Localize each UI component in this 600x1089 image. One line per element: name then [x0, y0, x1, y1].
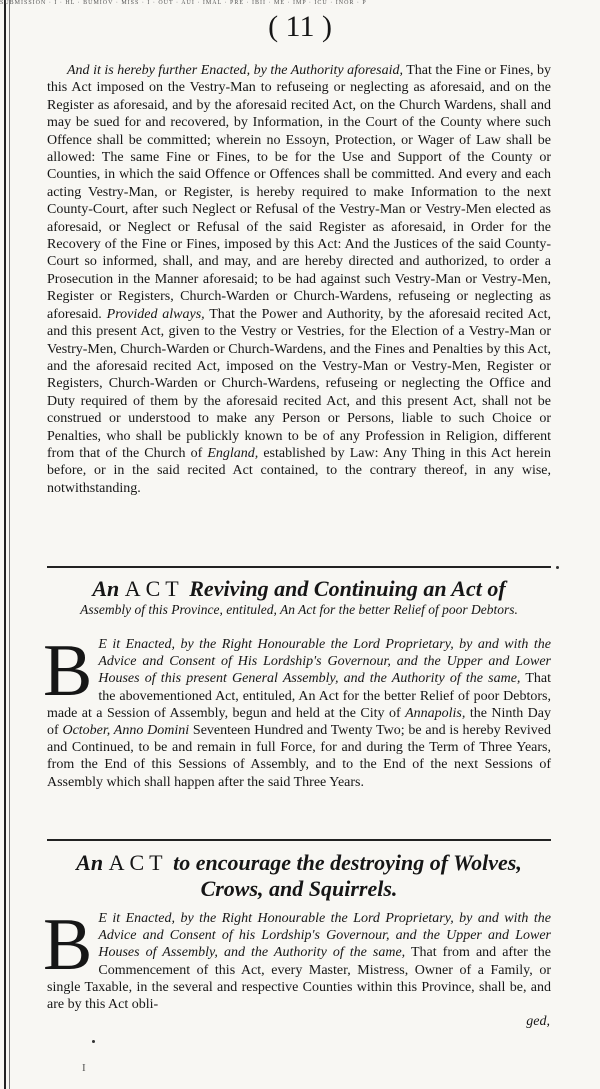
- act1-enacting: E it Enacted, by the Right Honourable the Lord Proprietary, by and with the Advice and Consent of His Lordship's Governour, and the Upper and Lower Houses of this present General Assembly, and the Authority of the same,: [98, 637, 551, 687]
- binding-edge-inner: [9, 0, 10, 1089]
- section-divider: [47, 566, 551, 568]
- lead-italic: And it is hereby further Enacted, by the Authority aforesaid,: [67, 63, 403, 78]
- act-divider: [47, 839, 551, 841]
- ink-speck: [556, 566, 559, 569]
- ink-speck: [92, 1040, 95, 1043]
- act2-enacting: E it Enacted, by the Right Honourable the Lord Proprietary, by and with the Advice and Consent of his Lordship's Governour, and the Upper and Lower Houses of Assembly, and the Authority of the same,: [98, 911, 551, 961]
- act2-title-line1: An ACT to encourage the destroying of Wolves,: [76, 850, 522, 875]
- signature-mark: I: [82, 1062, 86, 1074]
- closing-body: established by Law: Any Thing in this Act herein before, or in the said recited Act contained, to the contrary thereof, in any wise, notwithstanding.: [47, 445, 551, 496]
- binding-edge: [4, 0, 6, 1089]
- act2-body: B E it Enacted, by the Right Honourable the Lord Proprietary, by and with the Advice and Consent of his Lordship's Governour, and the Upper and Lower Houses of Assembly, and the Authority of the same, That from and after the Commencement of this Act, every Master, Mistress, Owner of a Family, or single Taxable, in the several and respective Counties within this Province, shall be, and are by this Act obli-: [43, 904, 551, 1013]
- section-body: That the Fine or Fines, by this Act imposed on the Vestry-Man to refuseing or neglecting as aforesaid, and on the Register as aforesaid, and by the aforesaid recited Act, on the Church Wardens, shall and may be sued for and recovered, by Information, in the Court of the County where such Offence shall be committed; wherein no Essoyn, Protection, or Wager of Law shall be allowed: The same Fine or Fines, to be for the Use and Support of the County or Counties, in which the said Offence or Offences shall be committed. And every and each acting Vestry-Man, or Register, is hereby required to make Information to the next County-Court, after such Neglect or Refusal of the Vestry-Man or Vestry-Men elected as aforesaid, or Neglect or Refusal of the said Register as aforesaid, in Order for the Recovery of the Fine or Fines, imposed by this Act: And the Justices of the said County-Court so informed, shall, and may, and are hereby directed and authorized, to order a Prosecution in the Manner aforesaid; to be had against such Vestry-Man or Vestry-Men, Register or Registers, Church-Warden or Church-Wardens, refuseing or neglecting as aforesaid.: [47, 63, 551, 322]
- page-number: ( 11 ): [268, 10, 332, 43]
- act1-subtitle: Assembly of this Province, entituled, An Act for the better Relief of poor Debtors.: [80, 602, 518, 617]
- act1-dropcap: B: [43, 630, 93, 712]
- october-anno-domini: October, Anno Domini: [62, 723, 190, 739]
- act2-dropcap: B: [43, 904, 93, 986]
- act1-body: B E it Enacted, by the Right Honourable the Lord Proprietary, by and with the Advice and Consent of His Lordship's Governour, and the Upper and Lower Houses of this present General Assembly, and the Authority of the same, That the abovementioned Act, entituled, An Act for the better Relief of poor Debtors, made at a Session of Assembly, begun and held at the City of Annapolis, the Ninth Day of October, Anno Domini Seventeen Hundred and Twenty Two; be and is hereby Revived and Continued, to be and remain in full Force, for and during the Term of Three Years, from the End of this Sessions of Assembly, and to the End of the next Sessions of Assembly which shall happen after the said Three Years.: [43, 630, 552, 790]
- england-italic: England,: [207, 445, 259, 461]
- catchword: ged,: [526, 1014, 550, 1029]
- header-strip: SUBMISSION · I · HL · BUMIOV · MISS · I · OUT · AUI · IMAL · PRE · IBII · ME · IMP · ICU · INOR · P: [0, 0, 367, 6]
- section-continuation: [47, 62, 551, 497]
- act1-title: An ACT Reviving and Continuing an Act of: [92, 576, 506, 601]
- act2-heading: [47, 850, 551, 902]
- annapolis: Annapolis,: [405, 705, 466, 721]
- proviso-body: That the Power and Authority, by the aforesaid recited Act, and this present Act, given to the Vestry or Vestries, for the Election of a Vestry-Man or Vestry-Men, Church-Warden or Church-Wardens, and the Fines and Penalties by this Act, and the aforesaid recited Act, imposed on the Vestry-Man or Vestry-Men, Register or Registers, Church-Warden or Church-Wardens, refuseing or neglecting the Office and Duty required of them by the aforesaid recited Act, and this present Act, shall not be construed or understood to make any Person or Persons, liable to such Choice or Penalties, who shall be publickly known to be of any Profession in Religion, different from that of the Church of: [47, 306, 552, 461]
- act2-title-line2: Crows, and Squirrels.: [200, 876, 398, 901]
- proviso-italic: Provided always,: [106, 306, 205, 322]
- act1-heading: [47, 576, 551, 618]
